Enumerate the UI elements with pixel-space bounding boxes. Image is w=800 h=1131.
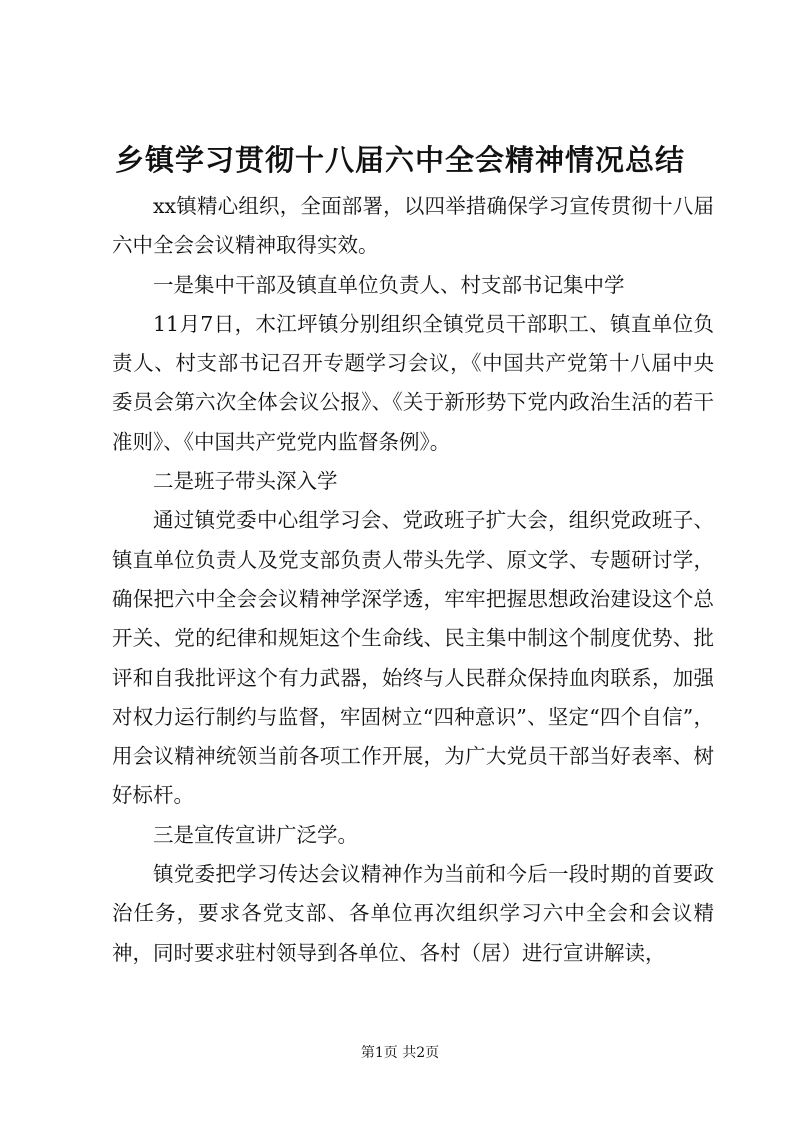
paragraph-publicity: 镇党委把学习传达会议精神作为当前和今后一段时期的首要政治任务，要求各党支部、各单位再次组织学习六中全会和会议精神，同时要求驻村领导到各单位、各村（居）进行宣讲解读， [112, 862, 714, 965]
document-title: 乡镇学习贯彻十八届六中全会精神情况总结 [114, 143, 685, 177]
paragraph-heading-2: 二是班子带头深入学 [153, 469, 338, 494]
paragraph-meeting: 11月7日，木江坪镇分别组织全镇党员干部职工、镇直单位负责人、村支部书记召开专题学习会议，《中国共产党第十八届中央委员会第六次全体会议公报》、《关于新形势下党内政治生活的若干准则》、《中国共产党党内监督条例》。 [112, 311, 714, 454]
paragraph-leadership: 通过镇党委中心组学习会、党政班子扩大会，组织党政班子、镇直单位负责人及党支部负责人带头先学、原文学、专题研讨学，确保把六中全会会议精神学深学透，牢牢把握思想政治建设这个总开关、党的纪律和规矩这个生命线、民主集中制这个制度优势、批评和自我批评这个有力武器，始终与人民群众保持血肉联系，加强对权力运行制约与监督，牢固树立“四种意识”、坚定“四个自信”，用会议精神统领当前各项工作开展，为广大党员干部当好表率、树好标杆。 [112, 508, 714, 808]
page-footer: 第1页 共2页 [360, 1045, 440, 1061]
paragraph-heading-3: 三是宣传宣讲广泛学。 [153, 822, 358, 847]
paragraph-intro: xx镇精心组织，全面部署，以四举措确保学习宣传贯彻十八届六中全会会议精神取得实效。 [112, 194, 714, 258]
document-body [112, 187, 714, 973]
paragraph-heading-1: 一是集中干部及镇直单位负责人、村支部书记集中学 [153, 272, 625, 297]
